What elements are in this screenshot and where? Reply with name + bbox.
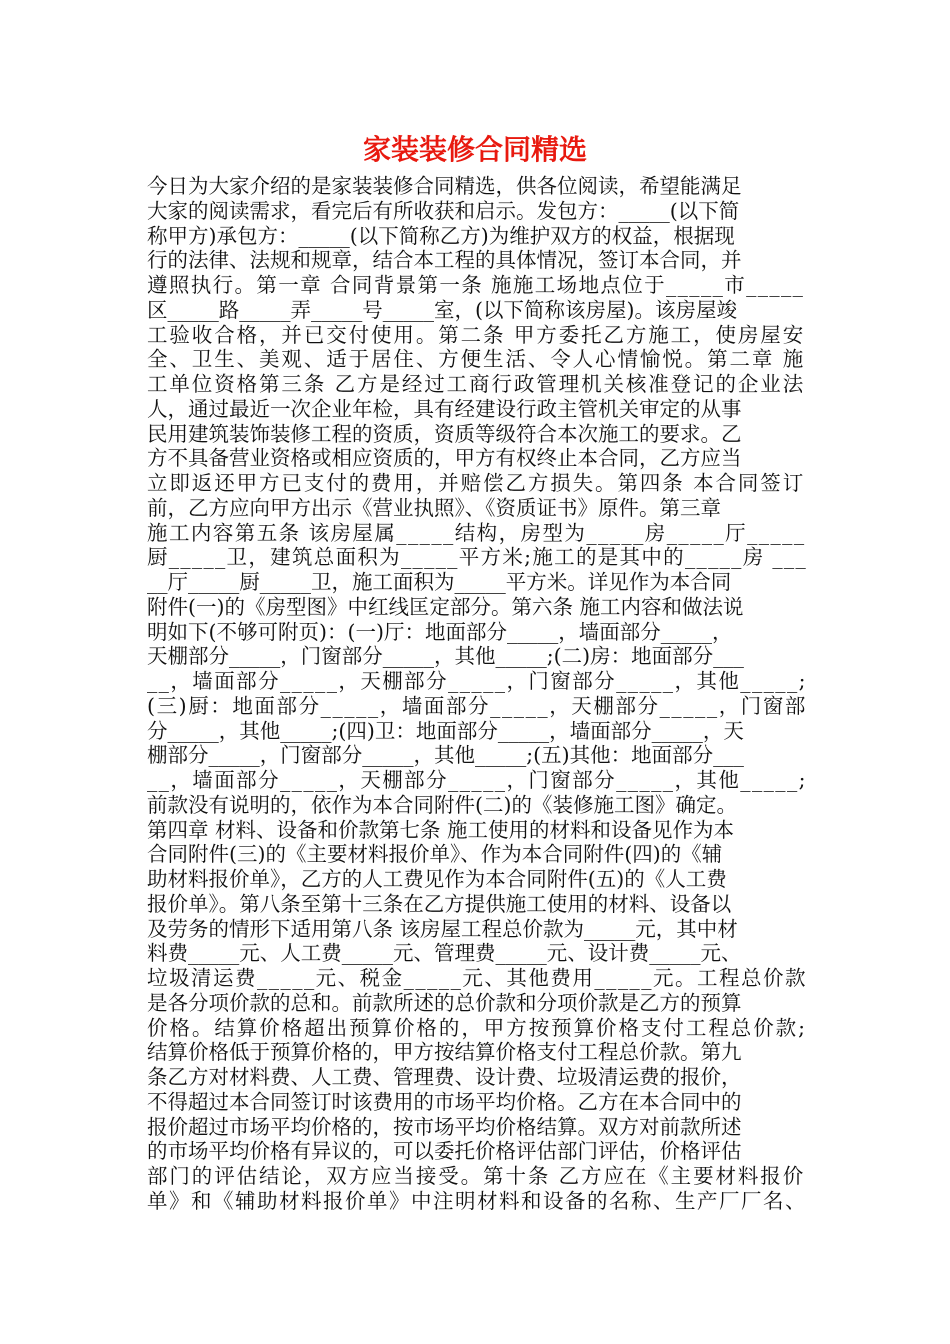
body-line: 施工内容第五条 该房屋属_____结构，房型为_____房_____厅_____ xyxy=(147,520,806,545)
body-line: 的市场平均价格有异议的，可以委托价格评估部门评估，价格评估 xyxy=(147,1139,742,1164)
body-line: 分_____，其他_____;(四)卫：地面部分_____，墙面部分_____，天 xyxy=(147,718,744,743)
body-line: __，墙面部分_____，天棚部分_____，门窗部分_____，其他_____; xyxy=(147,768,807,792)
body-line: 区_____路_____弄_____号_____室，(以下简称该房屋)。该房屋竣 xyxy=(147,297,737,322)
body-line: 合同附件(三)的《主要材料报价单》、作为本合同附件(四)的《辅 xyxy=(147,842,723,867)
body-line: 助材料报价单》，乙方的人工费见作为本合同附件(五)的《人工费 xyxy=(147,867,727,891)
body-line: 人，通过最近一次企业年检，具有经建设行政主管机关审定的从事 xyxy=(147,396,742,421)
body-line: 结算价格低于预算价格的，甲方按结算价格支付工程总价款。第九 xyxy=(147,1040,742,1065)
body-line: 部门的评估结论，双方应当接受。第十条 乙方应在《主要材料报价 xyxy=(147,1164,806,1188)
body-line: 全、卫生、美观、适于居住、方便生活、令人心情愉悦。第二章 施 xyxy=(147,347,806,372)
document-body xyxy=(147,174,807,1214)
body-line: 报价超过市场平均价格的，按市场平均价格结算。双方对前款所述 xyxy=(147,1114,742,1139)
body-line: 是各分项价款的总和。前款所述的总价款和分项价款是乙方的预算 xyxy=(147,990,742,1015)
body-line: __厅_____厨_____卫，施工面积为_____平方米。详见作为本合同 xyxy=(147,570,732,594)
body-line: 民用建筑装饰装修工程的资质，资质等级符合本次施工的要求。乙 xyxy=(147,421,742,446)
body-line: 工单位资格第三条 乙方是经过工商行政管理机关核准登记的企业法 xyxy=(147,372,806,396)
body-line: 工验收合格，并已交付使用。第二条 甲方委托乙方施工，使房屋安 xyxy=(147,322,806,347)
body-line: 今日为大家介绍的是家装装修合同精选，供各位阅读，希望能满足 xyxy=(147,174,742,198)
body-line: 前款没有说明的，依作为本合同附件(二)的《装修施工图》确定。 xyxy=(147,792,737,817)
body-line: 厨_____卫，建筑总面积为_____平方米;施工的是其中的_____房 ___ xyxy=(147,545,807,570)
body-line: 料费_____元、人工费_____元、管理费_____元、设计费_____元、 xyxy=(147,941,742,966)
body-line: 及劳务的情形下适用第八条 该房屋工程总价款为_____元，其中材 xyxy=(147,916,738,941)
body-line: 第四章 材料、设备和价款第七条 施工使用的材料和设备见作为本 xyxy=(147,817,735,842)
document-title: 家装装修合同精选 xyxy=(362,133,587,166)
body-line: 方不具备营业资格或相应资质的，甲方有权终止本合同，乙方应当 xyxy=(147,446,742,471)
body-line: 前，乙方应向甲方出示《营业执照》、《资质证书》原件。第三章 xyxy=(147,495,721,520)
body-line: 称甲方)承包方：_____(以下简称乙方)为维护双方的权益，根据现 xyxy=(147,223,735,248)
body-line: 明如下(不够可附页)：(一)厅：地面部分_____，墙面部分_____， xyxy=(147,619,733,644)
body-line: 棚部分_____，门窗部分_____，其他_____;(五)其他：地面部分___ xyxy=(147,743,744,768)
body-line: __，墙面部分_____，天棚部分_____，门窗部分_____，其他_____; xyxy=(147,669,807,693)
body-line: 立即返还甲方已支付的费用，并赔偿乙方损失。第四条 本合同签订 xyxy=(147,471,806,495)
body-line: 行的法律、法规和规章，结合本工程的具体情况，签订本合同，并 xyxy=(147,248,742,273)
body-line: 报价单》。第八条至第十三条在乙方提供施工使用的材料、设备以 xyxy=(147,891,732,916)
body-line: 遵照执行。第一章 合同背景第一条 施施工场地点位于_____市_____ xyxy=(147,273,805,297)
body-line: 大家的阅读需求，看完后有所收获和启示。发包方：_____(以下简 xyxy=(147,198,740,223)
body-line: 附件(一)的《房型图》中红线匡定部分。第六条 施工内容和做法说 xyxy=(147,594,744,619)
body-line: 垃圾清运费_____元、税金_____元、其他费用_____元。工程总价款 xyxy=(147,966,807,990)
body-line: (三)厨：地面部分_____，墙面部分_____，天棚部分_____，门窗部 xyxy=(147,693,807,718)
body-line: 条乙方对材料费、人工费、管理费、设计费、垃圾清运费的报价， xyxy=(147,1065,742,1089)
body-line: 不得超过本合同签订时该费用的市场平均价格。乙方在本合同中的 xyxy=(147,1089,742,1114)
body-line: 天棚部分_____，门窗部分_____，其他_____;(二)房：地面部分___ xyxy=(147,644,744,669)
body-line: 价格。结算价格超出预算价格的，甲方按预算价格支付工程总价款; xyxy=(147,1015,807,1040)
body-line: 单》和《辅助材料报价单》中注明材料和设备的名称、生产厂厂名、 xyxy=(147,1188,807,1213)
